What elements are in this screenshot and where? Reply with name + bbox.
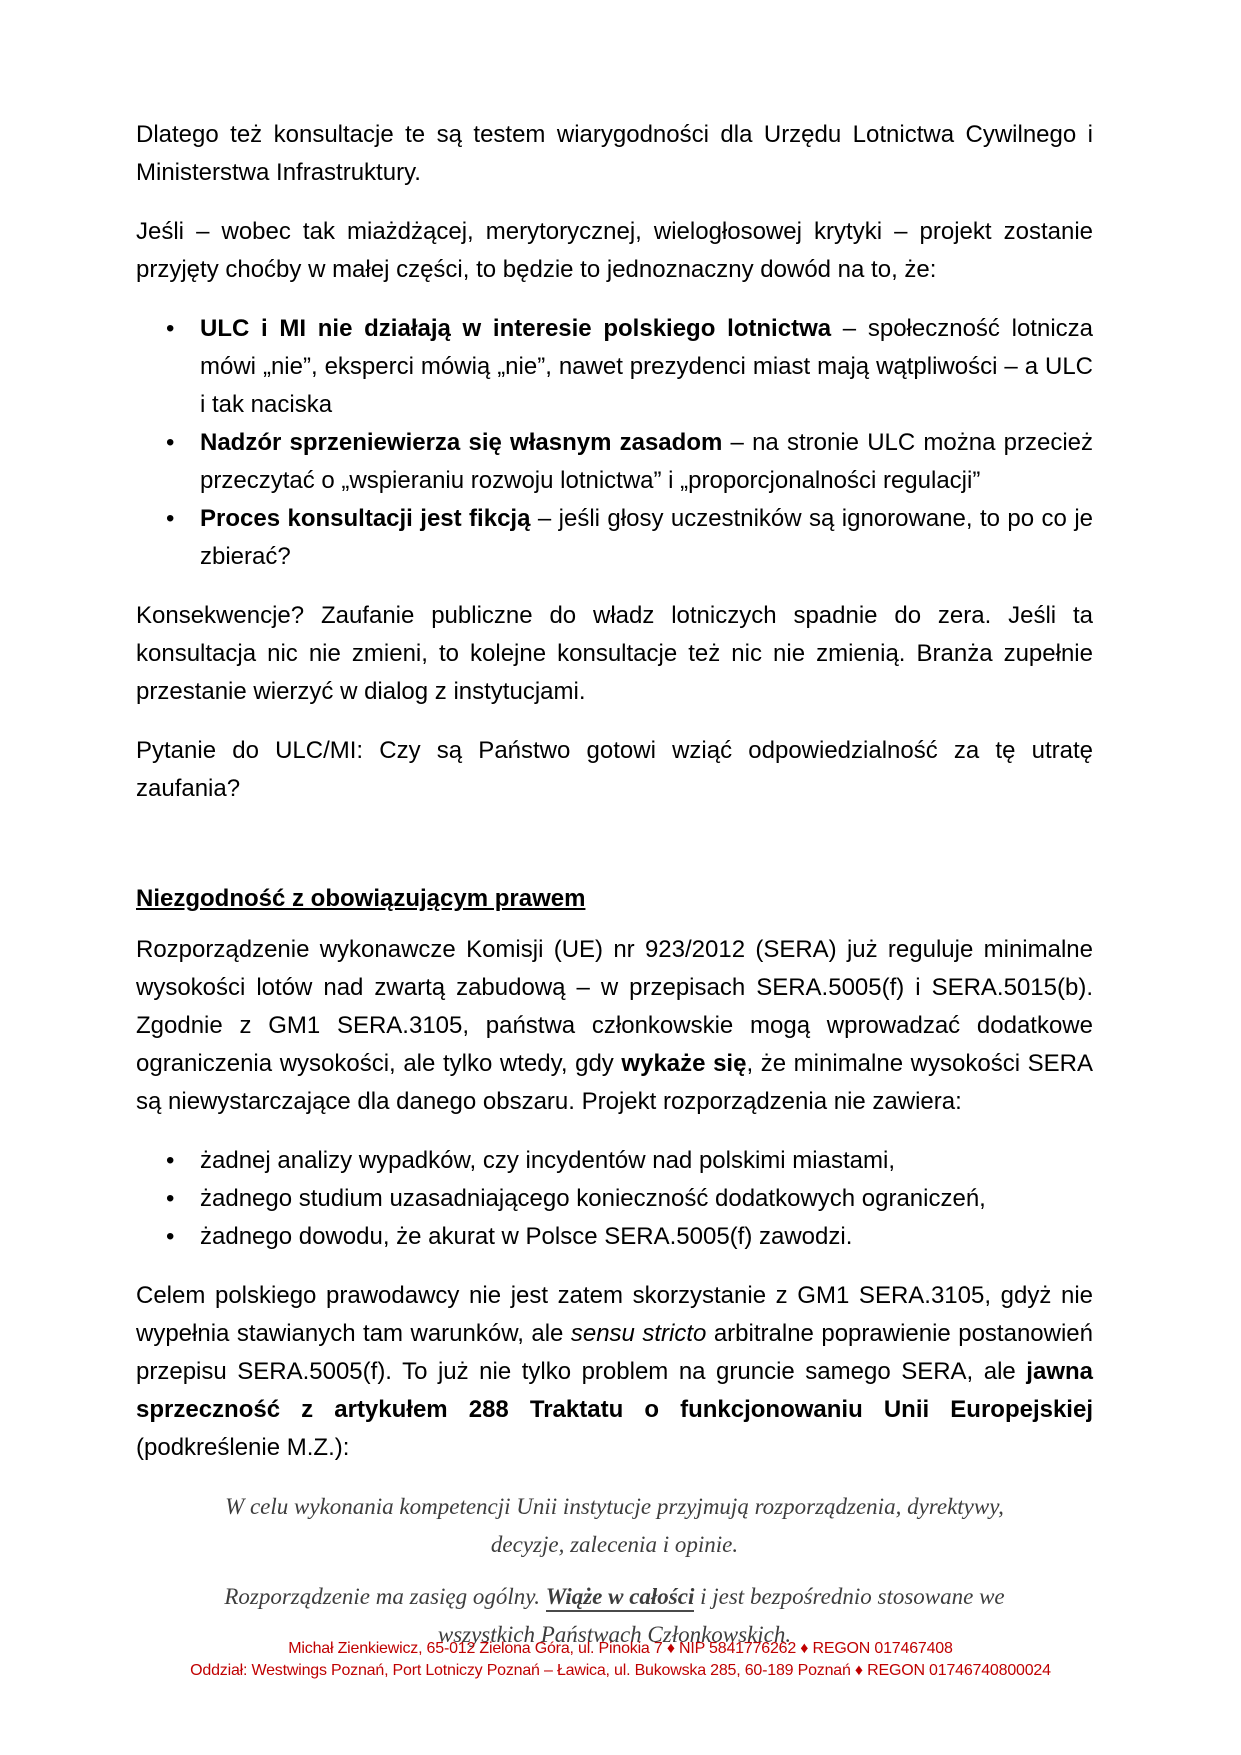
paragraph-run-bold: jawna sprzeczność z artykułem 288 Traktatu o funkcjonowaniu Unii Europejskiej (136, 1358, 1093, 1423)
bullet-icon: • (166, 315, 175, 342)
quote-run-bold-underline: Wiąże w całości (546, 1584, 695, 1612)
paragraph-question-to-ulc-mi: Pytanie do ULC/MI: Czy są Państwo gotowi wziąć odpowiedzialność za tę utratę zaufania? (136, 737, 1093, 802)
paragraph-run-bold: wykaże się (621, 1050, 747, 1077)
quote-run: Rozporządzenie ma zasięg ogólny. (224, 1584, 546, 1609)
bullet-icon: • (166, 1147, 175, 1174)
paragraph-run: (podkreślenie M.Z.): (136, 1434, 350, 1461)
paragraph-run: Celem polskiego prawodawcy nie jest zatem skorzystanie z GM1 SERA.3105, gdyż nie wypełnia stawianych tam warunków, ale (136, 1282, 1093, 1347)
paragraph-if-adopted: Jeśli – wobec tak miażdżącej, merytorycznej, wielogłosowej krytyki – projekt zostanie przyjęty choćby w małej części, to będzie to jednoznaczny dowód na to, że: (136, 218, 1093, 283)
quote-run: i jest bezpośrednio stosowane we wszystkich Państwach Członkowskich. (437, 1584, 1005, 1647)
list-item-bold-lead: Proces konsultacji jest fikcją (200, 505, 531, 532)
bullet-icon: • (166, 505, 175, 532)
list-item-text: – na stronie ULC można przecież przeczytać o „wspieraniu rozwoju lotnictwa” i „proporcjonalności regulacji” (200, 429, 1094, 494)
bullet-icon: • (166, 1185, 175, 1212)
footer-branch-line: Oddział: Westwings Poznań, Port Lotniczy Poznań – Ławica, ul. Bukowska 285, 60-189 Poznań ♦ REGON 01746740800024 (190, 1662, 1051, 1679)
list-item-text: żadnego dowodu, że akurat w Polsce SERA.5005(f) zawodzi. (200, 1223, 853, 1250)
paragraph-sera-regulation (136, 931, 1093, 1121)
list-item-no-proof-sera-fails (136, 1218, 1093, 1256)
list-item-ulc-mi-interest (136, 310, 1093, 424)
paragraph-run: , że minimalne wysokości SERA są niewystarczające dla danego obszaru. Projekt rozporządzenia nie zawiera: (136, 1050, 1093, 1115)
paragraph-consequences: Konsekwencje? Zaufanie publiczne do władz lotniczych spadnie do zera. Jeśli ta konsultacja nic nie zmieni, to kolejne konsultacje też nic nie zmienią. Branża zupełnie przestanie wierzyć w dialog z instytucjami. (136, 602, 1093, 705)
list-item-text: żadnej analizy wypadków, czy incydentów nad polskimi miastami, (200, 1147, 895, 1174)
paragraph-run: arbitralne poprawienie postanowień przepisu SERA.5005(f). To już nie tylko problem na gruncie samego SERA, ale (136, 1320, 1094, 1385)
bullet-icon: • (166, 429, 175, 456)
footer (0, 1638, 1241, 1682)
list-item-bold-lead: Nadzór sprzeniewierza się własnym zasadom (200, 429, 723, 456)
list-item-text: – jeśli głosy uczestników są ignorowane, to po co je zbierać? (200, 505, 1093, 570)
list-item-supervision-principles (136, 424, 1093, 500)
paragraph-credibility-test: Dlatego też konsultacje te są testem wiarygodności dla Urzędu Lotnictwa Cywilnego i Ministerstwa Infrastruktury. (136, 121, 1093, 186)
list-item-bold-lead: ULC i MI nie działają w interesie polskiego lotnictwa (200, 315, 832, 342)
paragraph-run: Rozporządzenie wykonawcze Komisji (UE) nr 923/2012 (SERA) już reguluje minimalne wysokości lotów nad zwartą zabudową – w przepisach SERA.5005(f) i SERA.5015(b). Zgodnie z GM1 SERA.3105, państwa członkowskie mogą wprowadzać dodatkowe ograniczenia wysokości, ale tylko wtedy, gdy (136, 936, 1093, 1077)
list-item-no-accident-analysis (136, 1142, 1093, 1180)
document-body (136, 116, 1093, 1668)
list-item-no-justifying-study (136, 1180, 1093, 1218)
list-item-text: żadnego studium uzasadniającego konieczność dodatkowych ograniczeń, (200, 1185, 986, 1212)
quote-eu-competences: W celu wykonania kompetencji Unii instytucje przyjmują rozporządzenia, dyrektywy, decyzje, zalecenia i opinie. (225, 1494, 1004, 1557)
paragraph-legislator-aim (136, 1277, 1093, 1467)
bullet-list-missing-evidence (136, 1142, 1093, 1256)
list-item-consultation-fiction (136, 500, 1093, 576)
bullet-icon: • (166, 1223, 175, 1250)
paragraph-run-italic: sensu stricto (570, 1320, 707, 1347)
section-heading-law-incompatibility: Niezgodność z obowiązującym prawem (136, 885, 586, 912)
bullet-list-proof-points (136, 310, 1093, 576)
list-item-text: – społeczność lotnicza mówi „nie”, eksperci mówią „nie”, nawet prezydenci miast mają wątpliwości – a ULC i tak naciska (200, 315, 1094, 418)
footer-address-line: Michał Zienkiewicz, 65-012 Zielona Góra, ul. Pinokia 7 ♦ NIP 5841776262 ♦ REGON 017467408 (288, 1640, 953, 1657)
